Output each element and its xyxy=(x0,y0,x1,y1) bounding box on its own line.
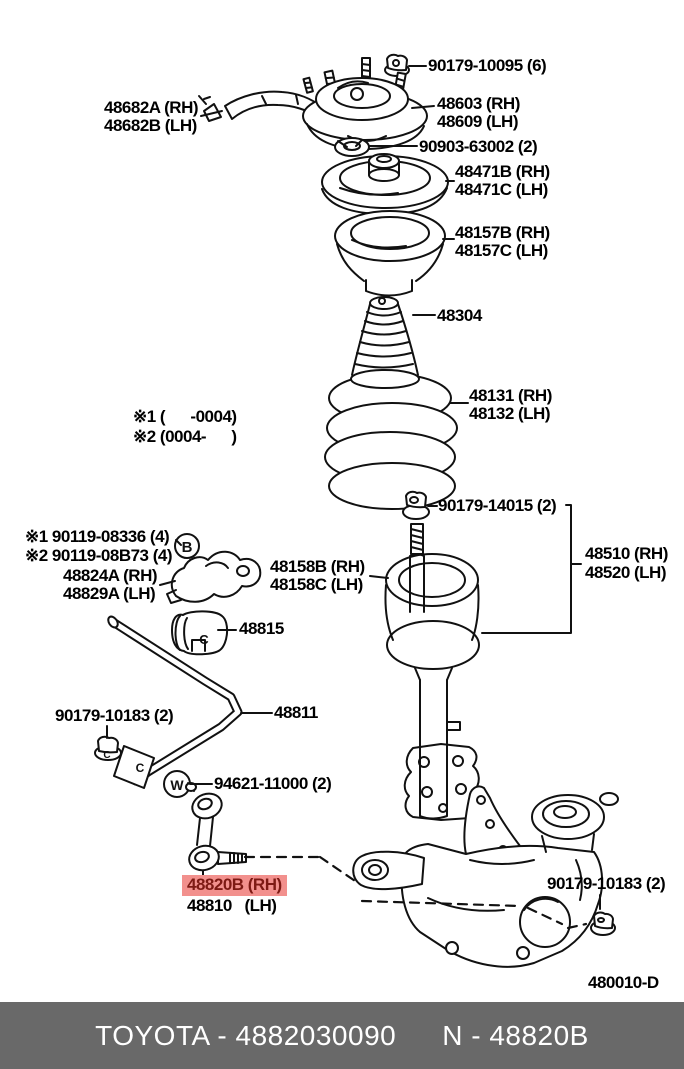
stabilizer-bushing-drawing xyxy=(172,611,227,654)
shock-absorber-drawing xyxy=(385,524,479,820)
bar-nut-drawing xyxy=(95,737,121,761)
part-label-bumper[interactable]: 48304 xyxy=(437,306,482,325)
part-label-insulator-lh[interactable]: 48157C (LH) xyxy=(455,241,548,260)
part-label-insulator-rh[interactable]: 48157B (RH) xyxy=(455,223,550,242)
footer-bar xyxy=(0,1002,684,1069)
stabilizer-link-drawing xyxy=(186,783,246,873)
coil-spring-drawing xyxy=(325,374,457,509)
part-label-spring-lh[interactable]: 48132 (LH) xyxy=(469,404,550,423)
upper-spring-seat-drawing xyxy=(322,154,448,214)
part-label-bearing[interactable]: 90903-63002 (2) xyxy=(419,137,538,156)
note-production-range-2: ※2 (0004- ) xyxy=(133,427,237,446)
part-label-seat-upper-rh[interactable]: 48471B (RH) xyxy=(455,162,550,181)
part-label-absorber-lh[interactable]: 48520 (LH) xyxy=(585,563,666,582)
stabilizer-bracket-drawing xyxy=(167,552,260,603)
part-label-spring-rh[interactable]: 48131 (RH) xyxy=(469,386,552,405)
part-label-brace-lh[interactable]: 48682B (LH) xyxy=(104,116,197,135)
part-label-brace-rh[interactable]: 48682A (RH) xyxy=(104,98,199,117)
part-label-seat-lower-lh[interactable]: 48158C (LH) xyxy=(270,575,363,594)
part-label-seat-lower-rh[interactable]: 48158B (RH) xyxy=(270,557,365,576)
bar-end-c-mark: C xyxy=(135,761,145,775)
part-label-bush[interactable]: 48815 xyxy=(239,619,284,638)
part-label-bracket-rh[interactable]: 48824A (RH) xyxy=(63,566,158,585)
part-label-bar-nut[interactable]: 90179-10183 (2) xyxy=(55,706,174,725)
w-symbol xyxy=(164,771,190,797)
part-label-knuckle-nut[interactable]: 90179-10183 (2) xyxy=(547,874,666,893)
b-symbol-letter: B xyxy=(181,539,193,556)
footer-brand-part-number: TOYOTA - 4882030090 xyxy=(95,1019,397,1051)
part-label-absorber-rh[interactable]: 48510 (RH) xyxy=(585,544,668,563)
part-label-upper-nut[interactable]: 90179-10095 (6) xyxy=(428,56,547,75)
piston-nut-drawing xyxy=(403,492,429,519)
nut-c-mark: C xyxy=(103,750,111,761)
part-label-support-rh[interactable]: 48603 (RH) xyxy=(437,94,520,113)
spring-insulator-drawing xyxy=(335,211,445,296)
note-production-range-1: ※1 ( -0004) xyxy=(133,407,237,426)
footer-part-code: N - 48820B xyxy=(442,1019,589,1051)
w-symbol-letter: W xyxy=(170,777,184,793)
part-label-seat-upper-lh[interactable]: 48471C (LH) xyxy=(455,180,548,199)
dust-boot-drawing xyxy=(351,297,419,388)
part-label-bracket-lh[interactable]: 48829A (LH) xyxy=(63,584,156,603)
part-label-bar[interactable]: 48811 xyxy=(274,703,318,722)
part-label-link-rh-highlighted[interactable]: 48820B (RH) xyxy=(182,875,287,896)
bearing-washer-drawing xyxy=(335,138,369,156)
bushing-c-mark: C xyxy=(199,632,209,647)
part-label-support-lh[interactable]: 48609 (LH) xyxy=(437,112,518,131)
note-bolt-1: ※1 90119-08336 (4) xyxy=(25,527,170,546)
part-label-washer[interactable]: 94621-11000 (2) xyxy=(214,774,332,793)
note-bolt-2: ※2 90119-08B73 (4) xyxy=(25,546,173,565)
part-label-piston-nut[interactable]: 90179-14015 (2) xyxy=(438,496,557,515)
diagram-code: 480010-D xyxy=(588,973,659,992)
part-label-link-lh[interactable]: 48810 (LH) xyxy=(187,896,277,915)
knuckle-nut-drawing xyxy=(591,912,615,935)
